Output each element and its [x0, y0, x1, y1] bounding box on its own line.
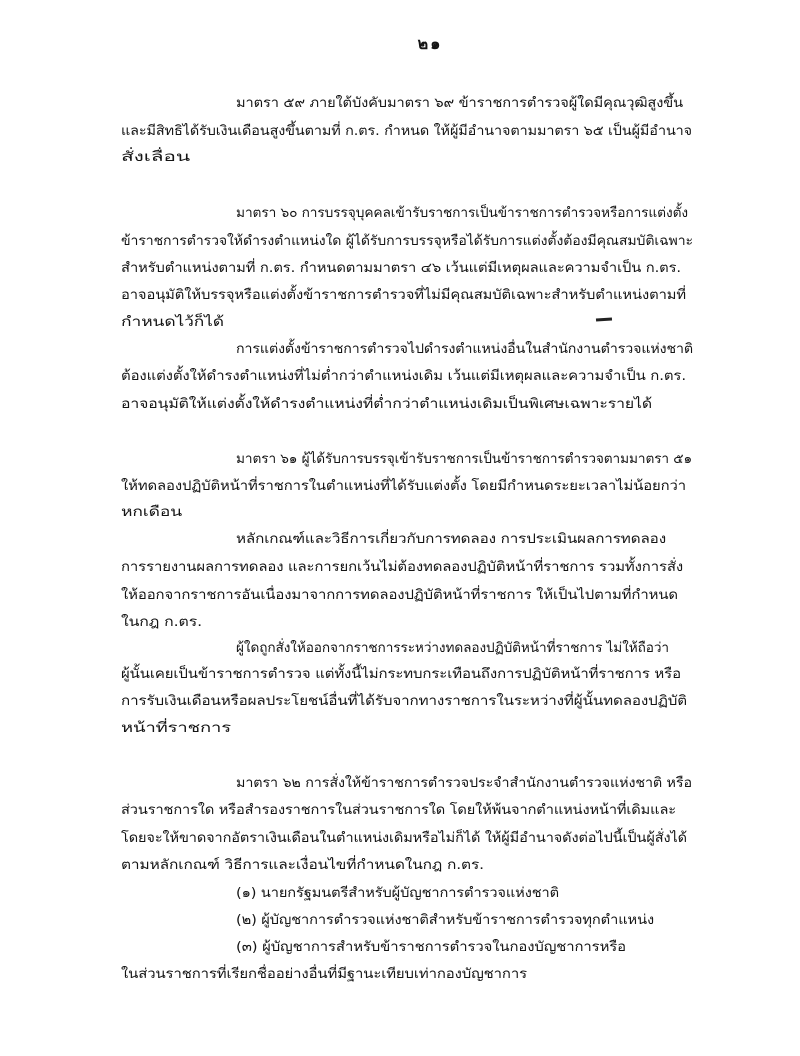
- text-line: (๑) นายกรัฐมนตรีสำหรับผู้บัญชาการตำรวจแห่งชาติ: [236, 885, 560, 901]
- text-line: ให้ทดลองปฏิบัติหน้าที่ราชการในตำแหน่งที่ได้รับแต่งตั้ง โดยมีกำหนดระยะเวลาไม่น้อยกว่า: [121, 478, 686, 494]
- text-line: มาตรา ๖๐ การบรรจุบุคคลเข้ารับราชการเป็นข้าราชการตำรวจหรือการแต่งตั้ง: [236, 205, 688, 221]
- text-line: มาตรา ๖๑ ผู้ได้รับการบรรจุเข้ารับราชการเป็นข้าราชการตำรวจตามมาตรา ๕๑: [236, 451, 693, 467]
- text-line: ผู้นั้นเคยเป็นข้าราชการตำรวจ แต่ทั้งนี้ไม่กระทบกระเทือนถึงการปฏิบัติหน้าที่ราชการ หรือ: [121, 666, 681, 682]
- text-line: การรายงานผลการทดลอง และการยกเว้นไม่ต้องทดลองปฏิบัติหน้าที่ราชการ รวมทั้งการสั่ง: [121, 559, 684, 575]
- text-line: และมีสิทธิได้รับเงินเดือนสูงขึ้นตามที่ ก.ตร. กำหนด ให้ผู้มีอำนาจตามมาตรา ๖๕ เป็นผู้มีอำนาจ: [121, 123, 692, 139]
- text-line: (๓) ผู้บัญชาการสำหรับข้าราชการตำรวจในกองบัญชาการหรือ: [236, 939, 626, 955]
- text-line: ต้องแต่งตั้งให้ดำรงตำแหน่งที่ไม่ต่ำกว่าตำแหน่งเดิม เว้นแต่มีเหตุผลและความจำเป็น ก.ตร.: [121, 368, 686, 384]
- text-line: ข้าราชการตำรวจให้ดำรงตำแหน่งใด ผู้ได้รับการบรรจุหรือได้รับการแต่งตั้งต้องมีคุณสมบัติเฉพาะ: [121, 233, 694, 249]
- text-line: โดยจะให้ขาดจากอัตราเงินเดือนในตำแหน่งเดิมหรือไม่ก็ได้ ให้ผู้มีอำนาจดังต่อไปนี้เป็นผู้สั่งได้: [121, 830, 687, 846]
- text-line: มาตรา ๕๙ ภายใต้บังคับมาตรา ๖๙ ข้าราชการตำรวจผู้ใดมีคุณวุฒิสูงขึ้น: [236, 95, 684, 111]
- text-line: การแต่งตั้งข้าราชการตำรวจไปดำรงตำแหน่งอื่นในสำนักงานตำรวจแห่งชาติ: [236, 341, 694, 357]
- text-line: หน้าที่ราชการ: [121, 720, 231, 736]
- text-line: สำหรับตำแหน่งตามที่ ก.ตร. กำหนดตามมาตรา ๔๖ เว้นแต่มีเหตุผลและความจำเป็น ก.ตร.: [121, 260, 682, 276]
- text-line: อาจอนุมัติให้แต่งตั้งให้ดำรงตำแหน่งที่ต่ำกว่าตำแหน่งเดิมเป็นพิเศษเฉพาะรายได้: [121, 396, 653, 412]
- text-line: ในกฎ ก.ตร.: [121, 614, 203, 630]
- text-line: สั่งเลื่อน: [121, 149, 191, 165]
- text-line: ตามหลักเกณฑ์ วิธีการและเงื่อนไขที่กำหนดในกฎ ก.ตร.: [121, 857, 484, 873]
- text-line: หลักเกณฑ์และวิธีการเกี่ยวกับการทดลอง การประเมินผลการทดลอง: [236, 531, 667, 547]
- page-number: ๒๑: [417, 34, 443, 53]
- text-line: อาจอนุมัติให้บรรจุหรือแต่งตั้งข้าราชการตำรวจที่ไม่มีคุณสมบัติเฉพาะสำหรับตำแหน่งตามที่: [121, 287, 686, 303]
- text-line: ผู้ใดถูกสั่งให้ออกจากราชการระหว่างทดลองปฏิบัติหน้าที่ราชการ ไม่ให้ถือว่า: [236, 640, 669, 656]
- text-line: (๒) ผู้บัญชาการตำรวจแห่งชาติสำหรับข้าราชการตำรวจทุกตำแหน่ง: [236, 912, 654, 928]
- handwritten-mark: [596, 317, 612, 321]
- text-line: ในส่วนราชการที่เรียกชื่ออย่างอื่นที่มีฐานะเทียบเท่ากองบัญชาการ: [121, 966, 527, 982]
- text-line: ส่วนราชการใด หรือสำรองราชการในส่วนราชการใด โดยให้พ้นจากตำแหน่งหน้าที่เดิมและ: [121, 802, 677, 818]
- text-line: กำหนดไว้ก็ได้: [121, 314, 225, 330]
- text-line: หกเดือน: [121, 504, 183, 520]
- text-line: มาตรา ๖๒ การสั่งให้ข้าราชการตำรวจประจำสำนักงานตำรวจแห่งชาติ หรือ: [236, 775, 692, 791]
- text-line: การรับเงินเดือนหรือผลประโยชน์อื่นที่ได้รับจากทางราชการในระหว่างที่ผู้นั้นทดลองปฏิบัติ: [121, 693, 688, 709]
- text-line: ให้ออกจากราชการอันเนื่องมาจากการทดลองปฏิบัติหน้าที่ราชการ ให้เป็นไปตามที่กำหนด: [121, 587, 678, 603]
